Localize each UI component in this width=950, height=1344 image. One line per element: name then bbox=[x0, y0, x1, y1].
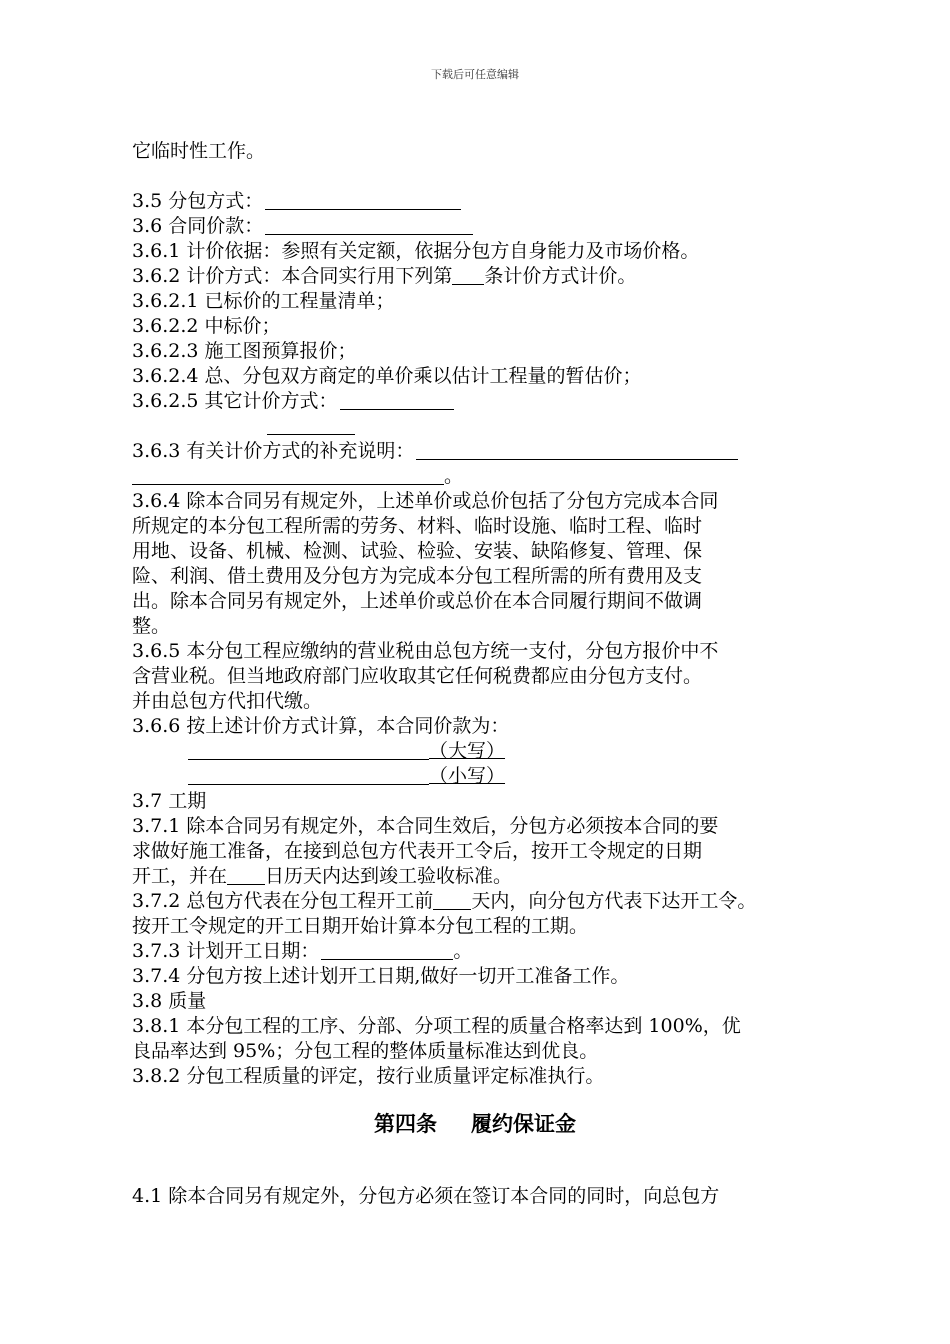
text-line: 开工，并在 日历天内达到竣工验收标准。 bbox=[132, 865, 513, 887]
blank-field bbox=[452, 265, 484, 285]
text-line: 整。 bbox=[132, 615, 171, 637]
blank-field bbox=[416, 440, 738, 460]
blank-line: 。 bbox=[132, 464, 822, 489]
clause-3-6-2-1: 3.6.2.1 已标价的工程量清单； bbox=[132, 290, 395, 312]
text-line: 所规定的本分包工程所需的劳务、材料、临时设施、临时工程、临时 bbox=[132, 515, 703, 537]
blank-field bbox=[188, 740, 429, 760]
blank-field bbox=[321, 940, 453, 960]
clause-3-8-1: 3.8.1 本分包工程的工序、分部、分项工程的质量合格率达到 100%，优 bbox=[132, 1015, 741, 1037]
clause-3-8-2: 3.8.2 分包工程质量的评定，按行业质量评定标准执行。 bbox=[132, 1065, 605, 1087]
section-heading: 第四条 履约保证金 bbox=[374, 1111, 576, 1136]
clause-3-7-2: 3.7.2 总包方代表在分包工程开工前 天内，向分包方代表下达开工令。 bbox=[132, 890, 757, 912]
text-line: 用地、设备、机械、检测、试验、检验、安装、缺陷修复、管理、保 bbox=[132, 540, 703, 562]
clause-3-6-6: 3.6.6 按上述计价方式计算，本合同价款为： bbox=[132, 715, 510, 737]
page-header: 下载后可任意编辑 bbox=[431, 68, 519, 81]
text-line: 含营业税。但当地政府部门应收取其它任何税费都应由分包方支付。 bbox=[132, 665, 703, 687]
blank-field bbox=[188, 765, 429, 785]
clause-3-6-3: 3.6.3 有关计价方式的补充说明： bbox=[132, 439, 822, 464]
clause-3-6-2-5: 3.6.2.5 其它计价方式： bbox=[132, 389, 822, 414]
clause-3-7: 3.7 工期 bbox=[132, 790, 207, 812]
text-line: 出。除本合同另有规定外，上述单价或总价在本合同履行期间不做调 bbox=[132, 590, 703, 612]
text-line: 并由总包方代扣代缴。 bbox=[132, 690, 323, 712]
blank-field bbox=[265, 215, 473, 235]
blank-field bbox=[227, 865, 265, 885]
text-line: 良品率达到 95%；分包工程的整体质量标准达到优良。 bbox=[132, 1040, 599, 1062]
text-line: 险、利润、借土费用及分包方为完成本分包工程所需的所有费用及支 bbox=[132, 565, 703, 587]
clause-3-6-2: 3.6.2 计价方式：本合同实行用下列第 条计价方式计价。 bbox=[132, 265, 637, 287]
clause-4-1: 4.1 除本合同另有规定外，分包方必须在签订本合同的同时，向总包方 bbox=[132, 1185, 720, 1207]
clause-3-6-1: 3.6.1 计价依据：参照有关定额，依据分包方自身能力及市场价格。 bbox=[132, 240, 700, 262]
clause-3-6-2-2: 3.6.2.2 中标价； bbox=[132, 315, 281, 337]
clause-3-5: 3.5 分包方式： bbox=[132, 189, 822, 214]
clause-3-7-3: 3.7.3 计划开工日期： 。 bbox=[132, 940, 473, 962]
blank-field bbox=[267, 415, 355, 435]
clause-3-7-1: 3.7.1 除本合同另有规定外，本合同生效后，分包方必须按本合同的要 bbox=[132, 815, 719, 837]
text-line: 按开工令规定的开工日期开始计算本分包工程的工期。 bbox=[132, 915, 589, 937]
clause-3-6-2-4: 3.6.2.4 总、分包双方商定的单价乘以估计工程量的暂估价； bbox=[132, 365, 642, 387]
blank-field bbox=[265, 190, 461, 210]
blank-line bbox=[132, 414, 822, 439]
clause-3-6: 3.6 合同价款： bbox=[132, 214, 822, 239]
clause-3-6-2-3: 3.6.2.3 施工图预算报价； bbox=[132, 340, 357, 362]
text-line: 它临时性工作。 bbox=[132, 140, 266, 162]
blank-field bbox=[132, 465, 444, 485]
blank-field bbox=[340, 390, 454, 410]
clause-3-8: 3.8 质量 bbox=[132, 990, 207, 1012]
clause-3-7-4: 3.7.4 分包方按上述计划开工日期,做好一切开工准备工作。 bbox=[132, 965, 630, 987]
text-line: 求做好施工准备，在接到总包方代表开工令后，按开工令规定的日期 bbox=[132, 840, 703, 862]
clause-3-6-5: 3.6.5 本分包工程应缴纳的营业税由总包方统一支付，分包方报价中不 bbox=[132, 640, 719, 662]
amount-uppercase: （大写） bbox=[132, 739, 822, 764]
blank-field bbox=[433, 890, 471, 910]
clause-3-6-4: 3.6.4 除本合同另有规定外，上述单价或总价包括了分包方完成本合同 bbox=[132, 490, 719, 512]
amount-lowercase: （小写） bbox=[132, 764, 822, 789]
